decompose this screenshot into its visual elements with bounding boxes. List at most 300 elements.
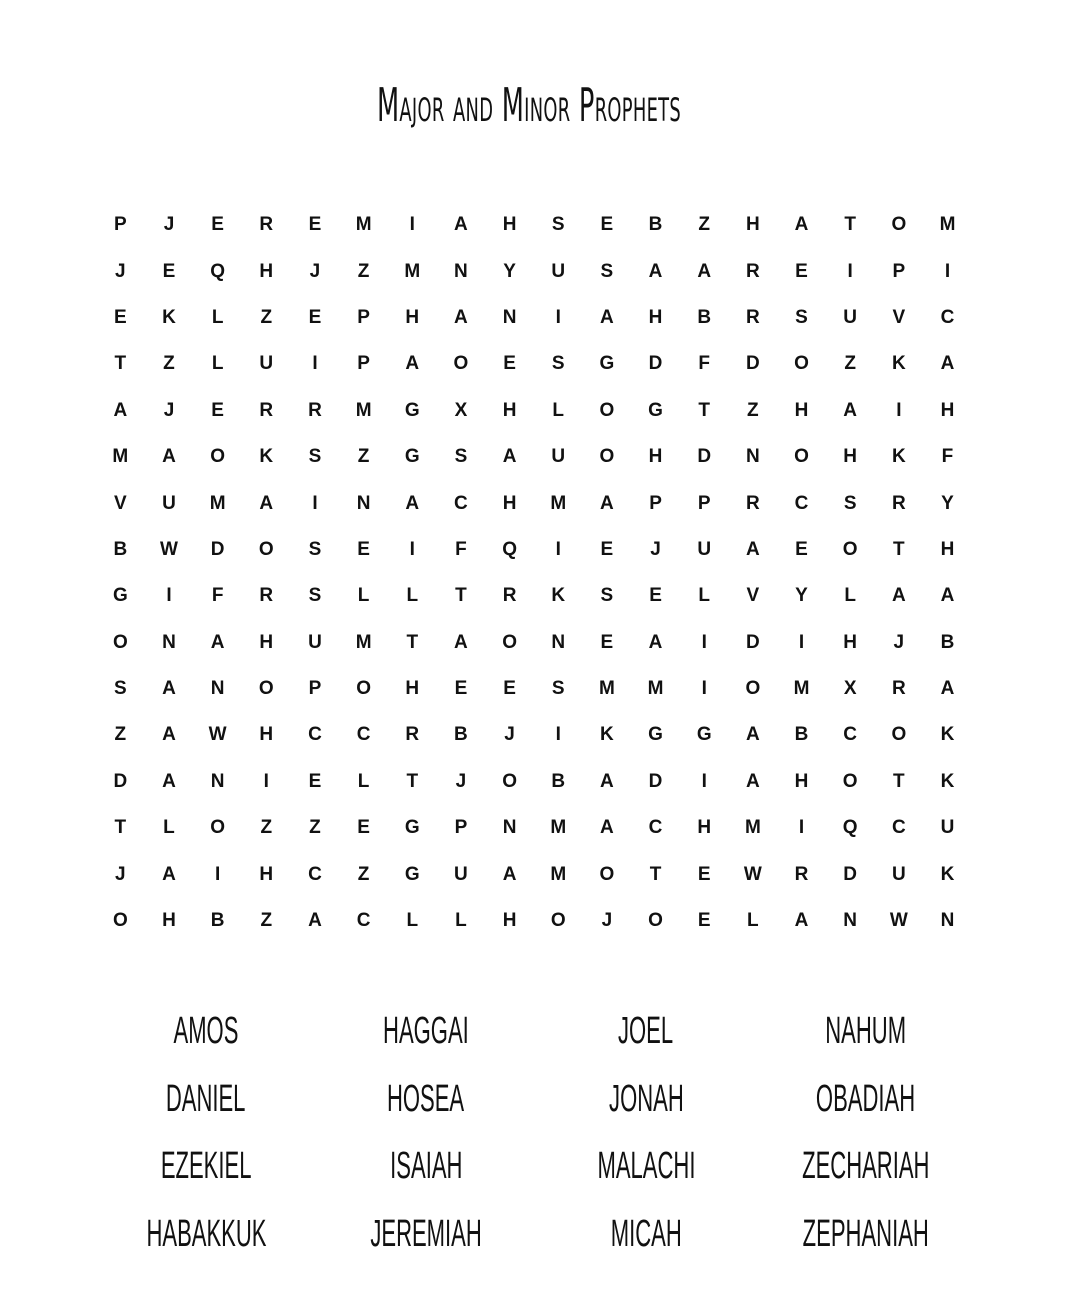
grid-letter[interactable]: U	[940, 817, 955, 839]
grid-letter[interactable]: T	[114, 353, 127, 375]
grid-letter[interactable]: S	[308, 446, 322, 468]
grid-letter[interactable]: O	[502, 770, 517, 792]
grid-letter[interactable]: B	[551, 770, 566, 792]
grid-letter[interactable]: H	[162, 910, 176, 932]
grid-letter[interactable]: T	[893, 770, 905, 792]
grid-letter[interactable]: D	[697, 446, 712, 468]
grid-letter[interactable]: A	[843, 399, 858, 421]
grid-letter[interactable]: K	[162, 306, 176, 328]
grid-letter[interactable]: E	[795, 538, 808, 560]
grid-letter[interactable]: H	[259, 724, 274, 746]
grid-letter[interactable]: D	[113, 770, 128, 792]
grid-letter[interactable]: H	[502, 492, 517, 514]
grid-letter[interactable]: S	[551, 214, 565, 236]
grid-letter[interactable]: K	[940, 863, 955, 885]
grid-letter[interactable]: H	[940, 399, 955, 421]
grid-letter[interactable]: I	[312, 353, 318, 375]
grid-letter[interactable]: E	[454, 678, 468, 700]
grid-letter[interactable]: J	[650, 538, 661, 560]
grid-letter[interactable]: H	[259, 863, 274, 885]
grid-letter[interactable]: P	[649, 492, 662, 514]
grid-letter[interactable]: A	[454, 306, 468, 328]
grid-letter[interactable]: C	[794, 492, 809, 514]
grid-letter[interactable]: Z	[844, 353, 856, 375]
grid-letter[interactable]: P	[308, 678, 322, 700]
grid-letter[interactable]: J	[163, 399, 175, 421]
grid-letter[interactable]: I	[263, 770, 269, 792]
grid-letter[interactable]: E	[308, 214, 322, 236]
grid-letter[interactable]: Z	[747, 399, 759, 421]
grid-letter[interactable]: R	[794, 863, 809, 885]
grid-letter[interactable]: L	[357, 585, 370, 607]
grid-letter[interactable]: O	[210, 817, 226, 839]
grid-letter[interactable]: H	[940, 538, 955, 560]
grid-letter[interactable]: Z	[260, 306, 273, 328]
grid-letter[interactable]: A	[162, 863, 176, 885]
grid-letter[interactable]: H	[259, 260, 274, 282]
grid-letter[interactable]: K	[891, 353, 906, 375]
grid-letter[interactable]: G	[112, 585, 128, 607]
grid-letter[interactable]: P	[113, 214, 127, 236]
grid-letter[interactable]: N	[454, 260, 468, 282]
grid-letter[interactable]: L	[406, 910, 419, 932]
grid-letter[interactable]: C	[940, 306, 955, 328]
grid-letter[interactable]: I	[798, 817, 805, 839]
grid-letter[interactable]: N	[745, 446, 760, 468]
word-list-item	[536, 1133, 756, 1201]
grid-letter[interactable]: X	[843, 678, 857, 700]
grid-letter[interactable]: E	[308, 306, 322, 328]
grid-letter[interactable]: O	[599, 399, 615, 421]
grid-letter[interactable]: B	[940, 631, 955, 653]
word-list-item	[316, 1133, 536, 1201]
grid-letter[interactable]: N	[940, 910, 955, 932]
grid-row	[96, 620, 972, 666]
grid-letter[interactable]: W	[160, 538, 178, 560]
grid-letter[interactable]: R	[891, 678, 906, 700]
grid-letter[interactable]: S	[551, 678, 565, 700]
grid-letter[interactable]: B	[210, 910, 225, 932]
grid-letter[interactable]: J	[504, 724, 515, 746]
grid-letter[interactable]: O	[550, 910, 566, 932]
grid-letter[interactable]: O	[891, 214, 907, 236]
grid-letter[interactable]: E	[503, 353, 516, 375]
grid-letter[interactable]: I	[409, 214, 415, 236]
grid-letter[interactable]: Z	[114, 724, 127, 746]
grid-letter[interactable]: O	[842, 538, 858, 560]
grid-letter[interactable]: Q	[210, 260, 226, 282]
grid-letter[interactable]: M	[550, 817, 567, 839]
grid-row	[96, 434, 972, 480]
grid-letter[interactable]: A	[697, 260, 712, 282]
grid-letter[interactable]: C	[308, 724, 322, 746]
grid-letter[interactable]: M	[939, 214, 956, 236]
grid-letter[interactable]: R	[405, 724, 420, 746]
grid-letter[interactable]: L	[698, 585, 710, 607]
grid-letter[interactable]: A	[454, 214, 468, 236]
grid-letter[interactable]: T	[698, 399, 710, 421]
grid-letter[interactable]: V	[746, 585, 760, 607]
grid-letter[interactable]: I	[555, 306, 561, 328]
word-list-item	[756, 1133, 976, 1201]
grid-letter[interactable]: T	[893, 538, 905, 560]
grid-letter[interactable]: O	[210, 446, 226, 468]
grid-letter[interactable]: L	[357, 770, 370, 792]
grid-letter[interactable]: T	[114, 817, 127, 839]
grid-letter[interactable]: F	[941, 446, 954, 468]
grid-letter[interactable]: R	[259, 585, 274, 607]
grid-letter[interactable]: H	[405, 678, 420, 700]
grid-letter[interactable]: A	[648, 260, 663, 282]
grid-letter[interactable]: M	[209, 492, 226, 514]
grid-letter[interactable]: I	[701, 678, 707, 700]
grid-letter[interactable]: L	[211, 306, 224, 328]
grid-letter[interactable]: A	[308, 910, 322, 932]
grid-letter[interactable]: A	[794, 214, 809, 236]
grid-letter[interactable]: I	[847, 260, 853, 282]
word-label: OBADIAH	[816, 1077, 916, 1120]
grid-letter[interactable]: H	[745, 214, 760, 236]
grid-letter[interactable]: N	[502, 306, 517, 328]
grid-letter[interactable]: S	[843, 492, 857, 514]
grid-letter[interactable]: A	[940, 678, 955, 700]
grid-letter[interactable]: A	[210, 631, 225, 653]
grid-letter[interactable]: Q	[502, 538, 517, 560]
grid-letter[interactable]: E	[649, 585, 662, 607]
grid-letter[interactable]: M	[647, 678, 664, 700]
grid-letter[interactable]: Z	[357, 863, 370, 885]
grid-letter[interactable]: T	[455, 585, 467, 607]
grid-letter[interactable]: M	[598, 678, 615, 700]
grid-letter[interactable]: Z	[357, 446, 370, 468]
grid-letter[interactable]: U	[454, 863, 468, 885]
grid-letter[interactable]: Z	[260, 910, 273, 932]
grid-letter[interactable]: L	[455, 910, 467, 932]
grid-letter[interactable]: R	[891, 492, 906, 514]
grid-letter[interactable]: R	[259, 214, 274, 236]
grid-letter[interactable]: M	[355, 631, 372, 653]
grid-letter[interactable]: C	[308, 863, 322, 885]
grid-letter[interactable]: M	[793, 678, 810, 700]
grid-letter[interactable]: N	[502, 817, 517, 839]
grid-letter[interactable]: K	[940, 770, 955, 792]
grid-letter[interactable]: S	[308, 538, 322, 560]
grid-letter[interactable]: O	[794, 353, 809, 375]
grid-letter[interactable]: M	[744, 817, 761, 839]
grid-letter[interactable]: A	[162, 678, 176, 700]
grid-letter[interactable]: J	[893, 631, 905, 653]
grid-letter[interactable]: S	[308, 585, 322, 607]
grid-letter[interactable]: W	[743, 863, 762, 885]
grid-letter[interactable]: P	[892, 260, 906, 282]
grid-letter[interactable]: R	[745, 260, 760, 282]
grid-letter[interactable]: C	[356, 910, 371, 932]
grid-letter[interactable]: O	[356, 678, 371, 700]
grid-letter[interactable]: A	[940, 353, 955, 375]
grid-letter[interactable]: L	[163, 817, 175, 839]
grid-letter[interactable]: A	[259, 492, 274, 514]
grid-letter[interactable]: L	[844, 585, 856, 607]
grid-letter[interactable]: D	[745, 353, 760, 375]
grid-letter[interactable]: R	[502, 585, 517, 607]
grid-letter[interactable]: L	[552, 399, 565, 421]
grid-letter[interactable]: H	[648, 306, 663, 328]
grid-letter[interactable]: C	[356, 724, 371, 746]
grid-letter[interactable]: M	[112, 446, 129, 468]
grid-letter[interactable]: U	[308, 631, 322, 653]
grid-letter[interactable]: G	[648, 399, 663, 421]
word-label: MALACHI	[597, 1145, 695, 1188]
grid-letter[interactable]: A	[162, 724, 176, 746]
grid-letter[interactable]: G	[404, 863, 420, 885]
grid-letter[interactable]: Q	[842, 817, 858, 839]
grid-letter[interactable]: A	[162, 446, 176, 468]
grid-letter[interactable]: O	[794, 446, 809, 468]
grid-letter[interactable]: U	[162, 492, 176, 514]
grid-letter[interactable]: A	[600, 492, 614, 514]
grid-letter[interactable]: B	[454, 724, 468, 746]
grid-letter[interactable]: D	[648, 353, 663, 375]
grid-letter[interactable]: E	[795, 260, 808, 282]
grid-letter[interactable]: O	[258, 538, 274, 560]
grid-letter[interactable]: N	[356, 492, 371, 514]
grid-letter[interactable]: Z	[309, 817, 321, 839]
grid-letter[interactable]: O	[891, 724, 907, 746]
grid-letter[interactable]: I	[701, 770, 707, 792]
grid-letter[interactable]: F	[211, 585, 224, 607]
grid-letter[interactable]: V	[892, 306, 906, 328]
grid-letter[interactable]: N	[551, 631, 566, 653]
grid-letter[interactable]: O	[112, 631, 128, 653]
grid-letter[interactable]: T	[844, 214, 856, 236]
grid-letter[interactable]: E	[697, 910, 711, 932]
grid-letter[interactable]: N	[210, 678, 225, 700]
grid-letter[interactable]: R	[259, 399, 274, 421]
grid-letter[interactable]: A	[745, 538, 760, 560]
grid-letter[interactable]: R	[745, 492, 760, 514]
grid-letter[interactable]: I	[944, 260, 951, 282]
grid-letter[interactable]: J	[601, 910, 613, 932]
grid-letter[interactable]: D	[648, 770, 663, 792]
grid-letter[interactable]: A	[940, 585, 955, 607]
grid-letter[interactable]: K	[259, 446, 274, 468]
word-label: ISAIAH	[389, 1145, 463, 1188]
grid-letter[interactable]: S	[795, 306, 808, 328]
grid-letter[interactable]: Z	[260, 817, 273, 839]
grid-letter[interactable]: A	[502, 446, 517, 468]
grid-letter[interactable]: S	[113, 678, 127, 700]
grid-letter[interactable]: O	[258, 678, 274, 700]
grid-letter[interactable]: K	[940, 724, 955, 746]
grid-letter[interactable]: I	[701, 631, 707, 653]
grid-letter[interactable]: W	[208, 724, 227, 746]
grid-letter[interactable]: X	[454, 399, 468, 421]
grid-letter[interactable]: U	[551, 446, 566, 468]
grid-letter[interactable]: H	[843, 446, 858, 468]
grid-letter[interactable]: M	[355, 214, 372, 236]
grid-letter[interactable]: G	[404, 446, 420, 468]
grid-letter[interactable]: O	[648, 910, 663, 932]
grid-letter[interactable]: E	[503, 678, 516, 700]
grid-letter[interactable]: R	[308, 399, 322, 421]
grid-letter[interactable]: L	[747, 910, 759, 932]
grid-letter[interactable]: T	[649, 863, 662, 885]
grid-letter[interactable]: Y	[503, 260, 516, 282]
grid-letter[interactable]: E	[162, 260, 176, 282]
grid-letter[interactable]: A	[162, 770, 176, 792]
grid-letter[interactable]: C	[648, 817, 663, 839]
grid-letter[interactable]: J	[163, 214, 175, 236]
grid-letter[interactable]: G	[696, 724, 712, 746]
grid-letter[interactable]: J	[115, 863, 126, 885]
grid-letter[interactable]: M	[404, 260, 421, 282]
grid-letter[interactable]: A	[891, 585, 906, 607]
word-list-item	[316, 1066, 536, 1134]
grid-letter[interactable]: H	[259, 631, 274, 653]
grid-letter[interactable]: B	[113, 538, 128, 560]
grid-letter[interactable]: T	[406, 631, 419, 653]
grid-letter[interactable]: T	[406, 770, 419, 792]
grid-letter[interactable]: H	[502, 214, 517, 236]
grid-letter[interactable]: B	[648, 214, 663, 236]
grid-letter[interactable]: E	[211, 399, 224, 421]
grid-letter[interactable]: U	[843, 306, 858, 328]
grid-letter[interactable]: Z	[163, 353, 175, 375]
grid-letter[interactable]: C	[891, 817, 906, 839]
grid-letter[interactable]: G	[404, 399, 420, 421]
grid-letter[interactable]: I	[409, 538, 415, 560]
grid-letter[interactable]: W	[889, 910, 908, 932]
grid-letter[interactable]: A	[648, 631, 663, 653]
grid-letter[interactable]: Z	[357, 260, 370, 282]
grid-letter[interactable]: A	[794, 910, 809, 932]
grid-letter[interactable]: O	[112, 910, 128, 932]
grid-letter[interactable]: A	[745, 770, 760, 792]
grid-letter[interactable]: F	[455, 538, 467, 560]
grid-letter[interactable]: H	[794, 770, 809, 792]
grid-letter[interactable]: M	[355, 399, 372, 421]
grid-letter[interactable]: S	[551, 353, 565, 375]
grid-letter[interactable]: O	[599, 446, 615, 468]
word-list-item	[756, 1201, 976, 1269]
grid-letter[interactable]: N	[843, 910, 858, 932]
grid-letter[interactable]: E	[308, 770, 322, 792]
grid-letter[interactable]: E	[697, 863, 711, 885]
grid-letter[interactable]: N	[162, 631, 176, 653]
grid-letter[interactable]: O	[599, 863, 615, 885]
grid-letter[interactable]: J	[455, 770, 467, 792]
grid-letter[interactable]: H	[697, 817, 712, 839]
grid-letter[interactable]: E	[600, 631, 614, 653]
grid-letter[interactable]: U	[551, 260, 566, 282]
grid-letter[interactable]: I	[312, 492, 318, 514]
grid-letter[interactable]: P	[697, 492, 711, 514]
grid-letter[interactable]: A	[502, 863, 517, 885]
grid-letter[interactable]: H	[843, 631, 858, 653]
grid-letter[interactable]: I	[798, 631, 805, 653]
grid-letter[interactable]: I	[166, 585, 172, 607]
grid-letter[interactable]: O	[842, 770, 858, 792]
grid-letter[interactable]: K	[551, 585, 566, 607]
grid-letter[interactable]: F	[698, 353, 710, 375]
grid-letter[interactable]: I	[555, 724, 561, 746]
grid-letter[interactable]: S	[600, 260, 614, 282]
grid-letter[interactable]: M	[550, 863, 567, 885]
grid-letter[interactable]: A	[600, 306, 614, 328]
grid-letter[interactable]: I	[215, 863, 221, 885]
grid-letter[interactable]: H	[794, 399, 809, 421]
grid-letter[interactable]: Y	[941, 492, 954, 514]
grid-letter[interactable]: R	[745, 306, 760, 328]
grid-letter[interactable]: G	[648, 724, 663, 746]
grid-letter[interactable]: A	[454, 631, 468, 653]
grid-letter[interactable]: J	[115, 260, 126, 282]
grid-letter[interactable]: H	[502, 910, 517, 932]
grid-letter[interactable]: I	[555, 538, 561, 560]
grid-letter[interactable]: D	[745, 631, 760, 653]
grid-letter[interactable]: O	[453, 353, 469, 375]
grid-letter[interactable]: A	[113, 399, 128, 421]
grid-letter[interactable]: A	[745, 724, 760, 746]
grid-letter[interactable]: P	[357, 353, 370, 375]
grid-letter[interactable]: C	[454, 492, 468, 514]
grid-letter[interactable]: K	[891, 446, 906, 468]
grid-letter[interactable]: S	[454, 446, 468, 468]
word-list-item	[756, 1066, 976, 1134]
grid-letter[interactable]: E	[600, 214, 614, 236]
grid-letter[interactable]: H	[502, 399, 517, 421]
grid-letter[interactable]: O	[745, 678, 761, 700]
grid-letter[interactable]: I	[896, 399, 902, 421]
grid-letter[interactable]: M	[550, 492, 567, 514]
grid-letter[interactable]: Y	[795, 585, 808, 607]
grid-letter[interactable]: B	[697, 306, 712, 328]
grid-letter[interactable]: U	[891, 863, 906, 885]
grid-letter[interactable]: Z	[698, 214, 710, 236]
grid-letter[interactable]: U	[259, 353, 274, 375]
grid-letter[interactable]: P	[454, 817, 468, 839]
grid-letter[interactable]: C	[843, 724, 858, 746]
grid-letter[interactable]: E	[357, 817, 370, 839]
word-label: HABAKKUK	[145, 1212, 267, 1255]
grid-letter[interactable]: G	[599, 353, 615, 375]
grid-letter[interactable]: B	[794, 724, 809, 746]
grid-letter[interactable]: U	[697, 538, 712, 560]
grid-letter[interactable]: G	[404, 817, 420, 839]
grid-letter[interactable]: D	[210, 538, 225, 560]
grid-letter[interactable]: J	[309, 260, 321, 282]
grid-letter[interactable]: D	[843, 863, 858, 885]
grid-letter[interactable]: S	[600, 585, 614, 607]
grid-letter[interactable]: V	[113, 492, 127, 514]
grid-letter[interactable]: L	[211, 353, 224, 375]
grid-letter[interactable]: P	[357, 306, 370, 328]
grid-letter[interactable]: O	[502, 631, 517, 653]
grid-letter[interactable]: L	[406, 585, 419, 607]
grid-letter[interactable]: A	[405, 492, 420, 514]
grid-letter[interactable]: H	[648, 446, 663, 468]
grid-letter[interactable]: E	[600, 538, 614, 560]
grid-letter[interactable]: H	[405, 306, 420, 328]
grid-letter[interactable]: N	[210, 770, 225, 792]
grid-letter[interactable]: K	[600, 724, 614, 746]
grid-letter[interactable]: A	[405, 353, 420, 375]
grid-letter[interactable]: E	[113, 306, 127, 328]
grid-letter[interactable]: E	[211, 214, 224, 236]
grid-letter[interactable]: A	[600, 817, 614, 839]
grid-letter[interactable]: E	[357, 538, 370, 560]
grid-letter[interactable]: A	[600, 770, 614, 792]
